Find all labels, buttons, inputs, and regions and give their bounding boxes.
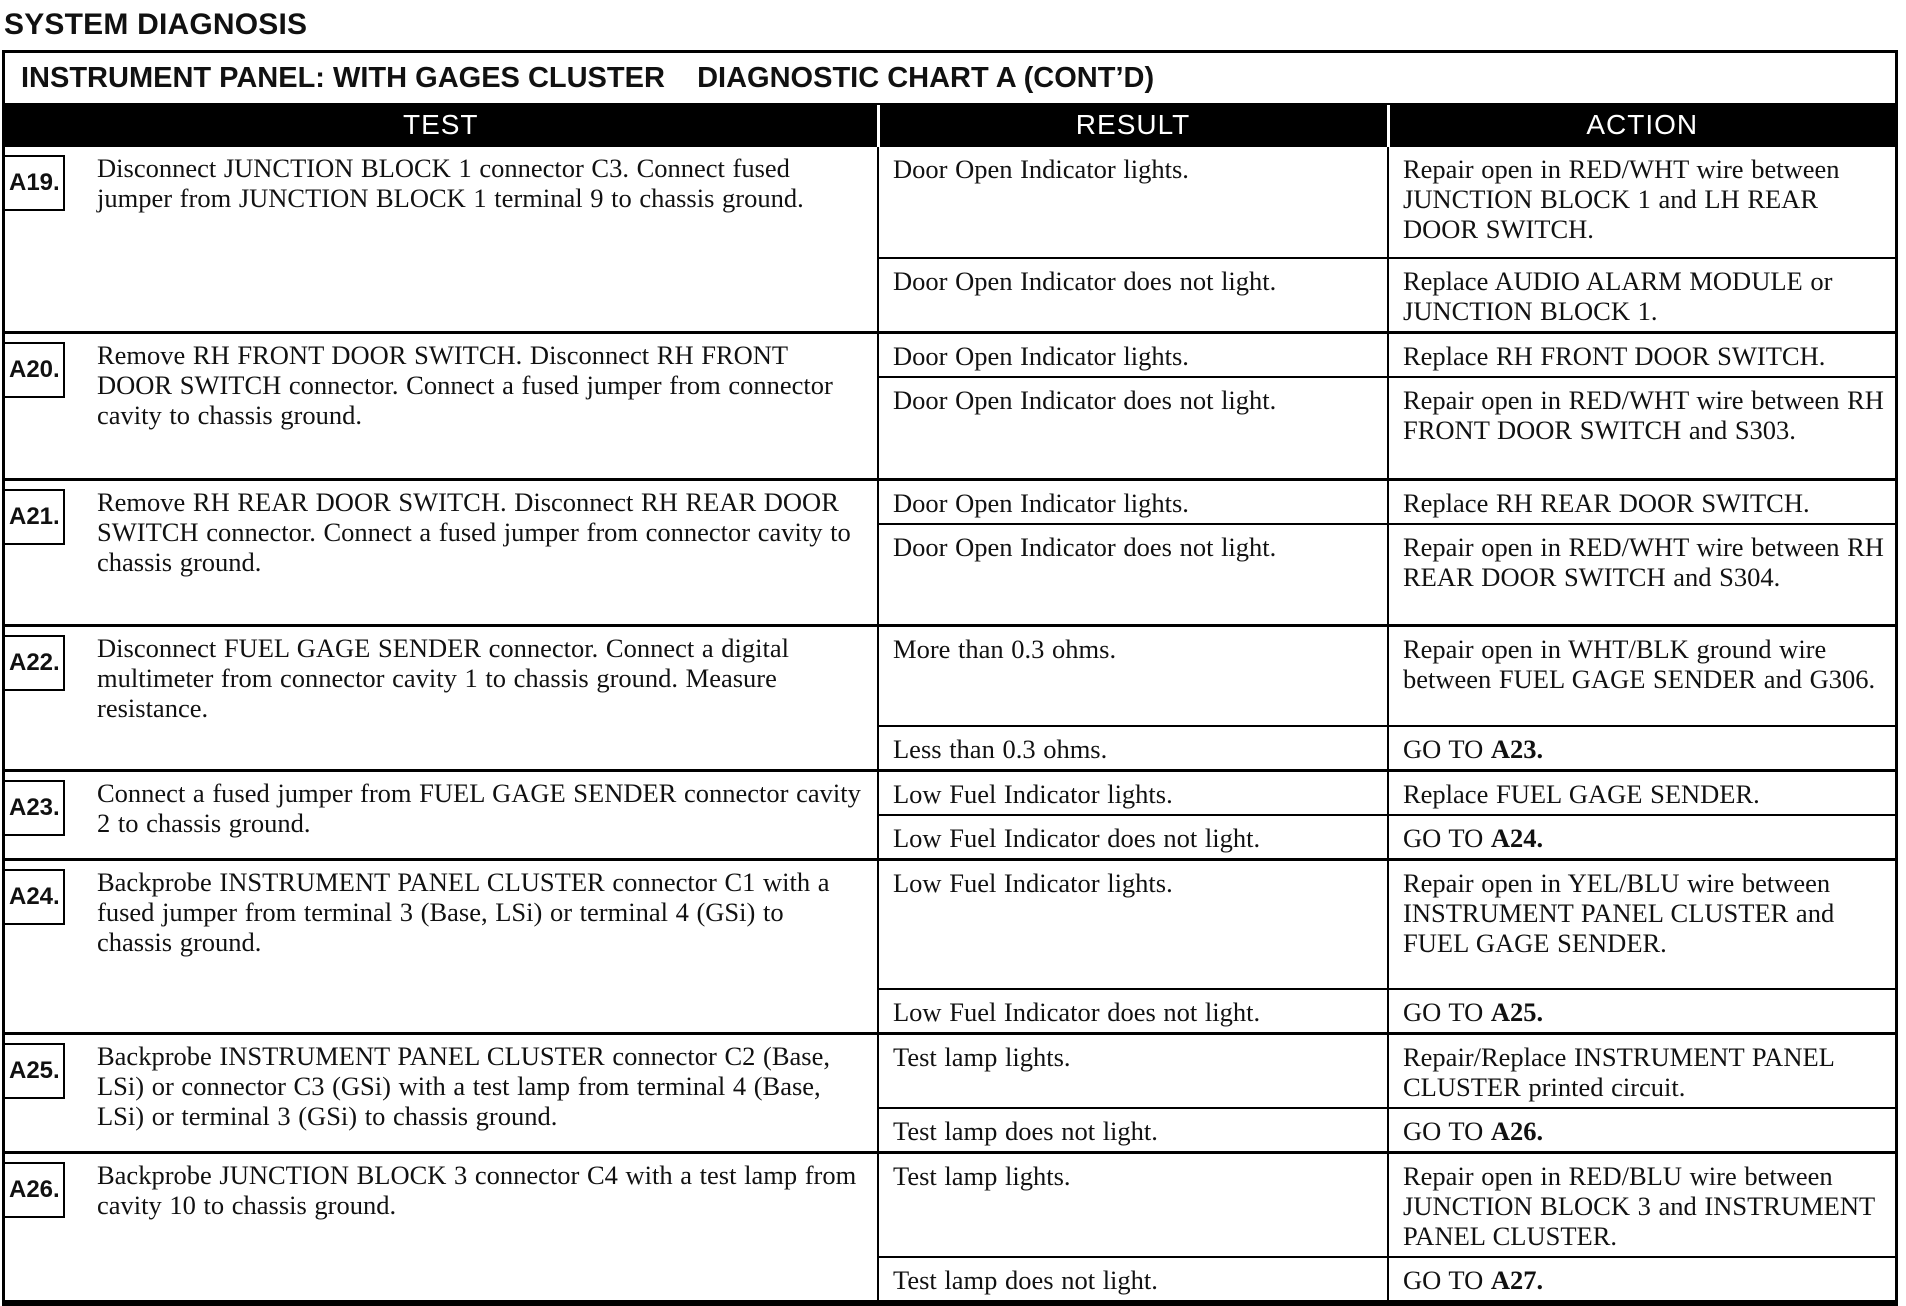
action-cell	[1388, 1257, 1895, 1302]
result-cell: More than 0.3 ohms.	[878, 626, 1388, 726]
result-cell: Door Open Indicator does not light.	[878, 377, 1388, 479]
test-instruction: Backprobe INSTRUMENT PANEL CLUSTER connector C2 (Base, LSi) or connector C3 (GSi) with a test lamp from terminal 4 (Base, LSi) or terminal 3 (GSi) to chassis ground.	[97, 1041, 830, 1131]
result-cell: Less than 0.3 ohms.	[878, 726, 1388, 771]
action-cell: Replace RH FRONT DOOR SWITCH.	[1388, 333, 1895, 378]
test-instruction: Remove RH FRONT DOOR SWITCH. Disconnect RH FRONT DOOR SWITCH connector. Connect a fused jumper from connector cavity to chassis ground.	[97, 340, 833, 430]
column-header-result: RESULT	[878, 105, 1388, 146]
action-cell	[1388, 989, 1895, 1034]
table-row	[5, 770, 1895, 815]
test-instruction: Disconnect JUNCTION BLOCK 1 connector C3. Connect fused jumper from JUNCTION BLOCK 1 terminal 9 to chassis ground.	[97, 153, 804, 213]
step-number: A23.	[5, 780, 65, 836]
action-cell: Replace FUEL GAGE SENDER.	[1388, 770, 1895, 815]
step-number: A22.	[5, 635, 65, 691]
test-instruction: Backprobe INSTRUMENT PANEL CLUSTER connector C1 with a fused jumper from terminal 3 (Base, LSi) or terminal 4 (GSi) to chassis ground.	[97, 866, 830, 957]
action-cell	[1388, 726, 1895, 771]
result-cell: Low Fuel Indicator does not light.	[878, 989, 1388, 1034]
table-row	[5, 146, 1895, 258]
result-cell: Low Fuel Indicator does not light.	[878, 815, 1388, 860]
goto-step-link: A26.	[1490, 1116, 1544, 1146]
test-cell	[5, 626, 878, 771]
test-cell	[5, 479, 878, 626]
result-cell: Door Open Indicator lights.	[878, 479, 1388, 524]
test-cell	[5, 770, 878, 859]
test-cell	[5, 1153, 878, 1302]
goto-label: GO TO	[1403, 822, 1491, 853]
header-row	[5, 105, 1895, 146]
test-cell	[5, 859, 878, 1034]
goto-step-link: A27.	[1490, 1265, 1544, 1295]
chart-title: INSTRUMENT PANEL: WITH GAGES CLUSTER DIAGNOSTIC CHART A (CONT’D)	[5, 53, 1895, 105]
action-cell: Repair open in RED/WHT wire between RH REAR DOOR SWITCH and S304.	[1388, 524, 1895, 626]
action-cell: Repair open in RED/WHT wire between JUNCTION BLOCK 1 and LH REAR DOOR SWITCH.	[1388, 146, 1895, 258]
diagnostic-chart	[2, 50, 1898, 1306]
test-cell	[5, 1034, 878, 1153]
test-instruction: Backprobe JUNCTION BLOCK 3 connector C4 with a test lamp from cavity 10 to chassis ground.	[97, 1160, 857, 1220]
table-row	[5, 859, 1895, 989]
step-number: A20.	[5, 342, 65, 398]
step-number: A19.	[5, 155, 65, 211]
step-number: A24.	[5, 869, 65, 925]
result-cell: Test lamp does not light.	[878, 1108, 1388, 1153]
table-row	[5, 479, 1895, 524]
goto-label: GO TO	[1403, 733, 1491, 764]
goto-label: GO TO	[1403, 997, 1491, 1027]
diagnostic-table	[5, 105, 1895, 1303]
test-instruction: Connect a fused jumper from FUEL GAGE SENDER connector cavity 2 to chassis ground.	[97, 777, 861, 838]
goto-label: GO TO	[1403, 1265, 1491, 1295]
goto-step-link: A23.	[1490, 733, 1544, 764]
result-cell: Door Open Indicator lights.	[878, 146, 1388, 258]
table-row	[5, 333, 1895, 378]
result-cell: Test lamp lights.	[878, 1153, 1388, 1258]
step-number: A21.	[5, 489, 65, 545]
step-number: A25.	[5, 1043, 65, 1099]
test-cell	[5, 146, 878, 333]
column-header-action: ACTION	[1388, 105, 1895, 146]
action-cell	[1388, 1108, 1895, 1153]
test-instruction: Remove RH REAR DOOR SWITCH. Disconnect RH REAR DOOR SWITCH connector. Connect a fused jumper from connector cavity to chassis ground.	[97, 486, 851, 577]
action-cell: Repair open in WHT/BLK ground wire between FUEL GAGE SENDER and G306.	[1388, 626, 1895, 726]
action-cell: Replace RH REAR DOOR SWITCH.	[1388, 479, 1895, 524]
action-cell: Repair open in RED/BLU wire between JUNCTION BLOCK 3 and INSTRUMENT PANEL CLUSTER.	[1388, 1153, 1895, 1258]
test-instruction: Disconnect FUEL GAGE SENDER connector. Connect a digital multimeter from connector cavity 1 to chassis ground. Measure resistance.	[97, 633, 789, 723]
result-cell: Door Open Indicator does not light.	[878, 524, 1388, 626]
result-cell: Door Open Indicator does not light.	[878, 258, 1388, 333]
result-cell: Test lamp does not light.	[878, 1257, 1388, 1302]
table-row	[5, 1034, 1895, 1109]
goto-step-link: A24.	[1490, 822, 1544, 853]
column-header-test: TEST	[5, 105, 878, 146]
table-row	[5, 626, 1895, 726]
table-row	[5, 1153, 1895, 1258]
result-cell: Low Fuel Indicator lights.	[878, 859, 1388, 989]
action-cell: Replace AUDIO ALARM MODULE or JUNCTION BLOCK 1.	[1388, 258, 1895, 333]
step-number: A26.	[5, 1162, 65, 1218]
goto-step-link: A25.	[1490, 997, 1544, 1027]
goto-label: GO TO	[1403, 1116, 1491, 1146]
result-cell: Low Fuel Indicator lights.	[878, 770, 1388, 815]
result-cell: Test lamp lights.	[878, 1034, 1388, 1109]
action-cell: Repair open in YEL/BLU wire between INSTRUMENT PANEL CLUSTER and FUEL GAGE SENDER.	[1388, 859, 1895, 989]
action-cell: Repair open in RED/WHT wire between RH FRONT DOOR SWITCH and S303.	[1388, 377, 1895, 479]
action-cell: Repair/Replace INSTRUMENT PANEL CLUSTER printed circuit.	[1388, 1034, 1895, 1109]
test-cell	[5, 333, 878, 480]
action-cell	[1388, 815, 1895, 860]
result-cell: Door Open Indicator lights.	[878, 333, 1388, 378]
page-title: SYSTEM DIAGNOSIS	[4, 8, 308, 41]
